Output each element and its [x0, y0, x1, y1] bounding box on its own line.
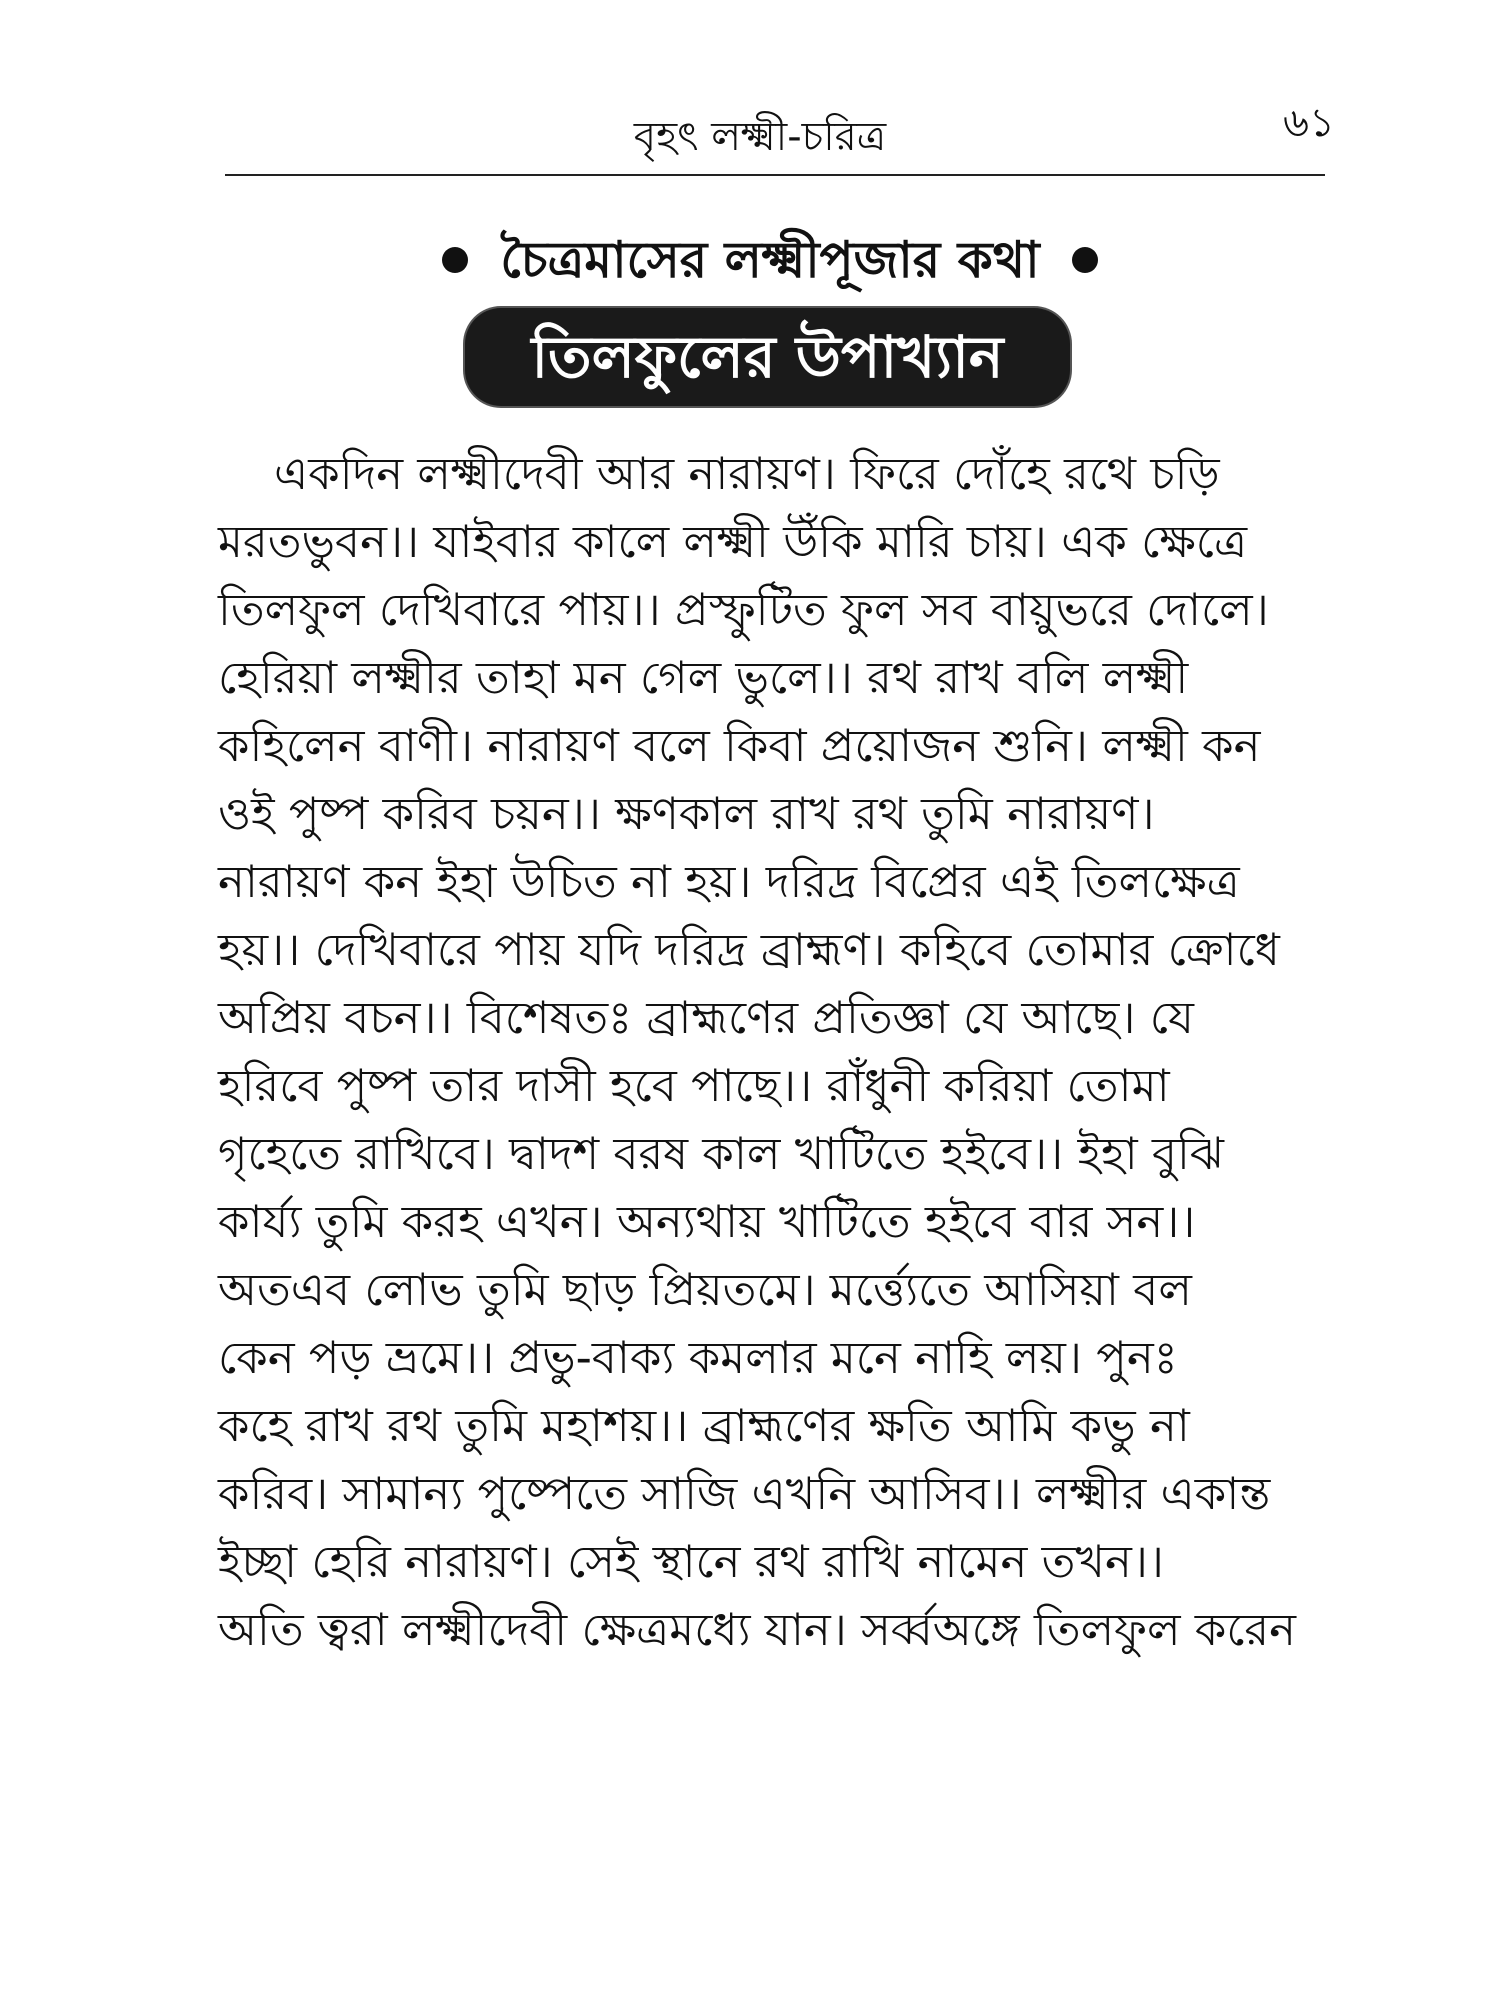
text-line: হয়।। দেখিবারে পায় যদি দরিদ্র ব্রাহ্মণ। কহিবে তোমার ক্রোধে [218, 923, 1280, 976]
body-text [218, 440, 1326, 1664]
chapter-title: চৈত্রমাসের লক্ষ্মীপূজার কথা [500, 231, 1040, 289]
text-line: করিব। সামান্য পুষ্পেতে সাজি এখনি আসিব।। লক্ষ্মীর একান্ত [218, 1467, 1271, 1520]
text-line: অতি ত্বরা লক্ষ্মীদেবী ক্ষেত্রমধ্যে যান। সর্ব্বঅঙ্গে তিলফুল করেন [218, 1603, 1297, 1656]
text-line: অতএব লোভ তুমি ছাড় প্রিয়তমে। মর্ত্ত্যেতে আসিয়া বল [218, 1263, 1192, 1316]
subtitle-text: তিলফুলের উপাখ্যান [531, 323, 1004, 391]
text-line: হেরিয়া লক্ষ্মীর তাহা মন গেল ভুলে।। রথ রাখ বলি লক্ষ্মী [218, 651, 1189, 704]
text-line: কার্য্য তুমি করহ এখন। অন্যথায় খাটিতে হইবে বার সন।। [218, 1195, 1196, 1248]
running-title: বৃহৎ লক্ষ্মী-চরিত্র [633, 114, 887, 160]
text-line: ওই পুষ্প করিব চয়ন।। ক্ষণকাল রাখ রথ তুমি নারায়ণ। [218, 787, 1155, 840]
chapter-heading [360, 225, 1180, 295]
header-rule [225, 174, 1325, 176]
text-line: কহিলেন বাণী। নারায়ণ বলে কিবা প্রয়োজন শুনি। লক্ষ্মী কন [218, 719, 1261, 772]
text-line: তিলফুল দেখিবারে পায়।। প্রস্ফুটিত ফুল সব বায়ুভরে দোলে। [218, 583, 1269, 636]
bullet-right-icon [1072, 247, 1098, 273]
subtitle-banner [465, 308, 1070, 406]
text-line: নারায়ণ কন ইহা উচিত না হয়। দরিদ্র বিপ্রের এই তিলক্ষেত্র [218, 855, 1240, 908]
text-line: গৃহেতে রাখিবে। দ্বাদশ বরষ কাল খাটিতে হইবে।। ইহা বুঝি [218, 1127, 1224, 1180]
text-line: কহে রাখ রথ তুমি মহাশয়।। ব্রাহ্মণের ক্ষতি আমি কভু না [218, 1399, 1190, 1452]
bullet-left-icon [442, 247, 468, 273]
text-line: অপ্রিয় বচন।। বিশেষতঃ ব্রাহ্মণের প্রতিজ্ঞা যে আছে। যে [218, 991, 1194, 1044]
text-line: কেন পড় ভ্রমে।। প্রভু-বাক্য কমলার মনে নাহি লয়। পুনঃ [218, 1331, 1178, 1384]
text-line: ইচ্ছা হেরি নারায়ণ। সেই স্থানে রথ রাখি নামেন তখন।। [218, 1535, 1165, 1588]
text-line: হরিবে পুষ্প তার দাসী হবে পাছে।। রাঁধুনী করিয়া তোমা [218, 1059, 1170, 1112]
text-line: মরতভুবন।। যাইবার কালে লক্ষ্মী উঁকি মারি চায়। এক ক্ষেত্রে [218, 515, 1248, 568]
text-line: একদিন লক্ষ্মীদেবী আর নারায়ণ। ফিরে দোঁহে রথে চড়ি [274, 447, 1220, 500]
page-number: ৬১ [1283, 100, 1335, 146]
